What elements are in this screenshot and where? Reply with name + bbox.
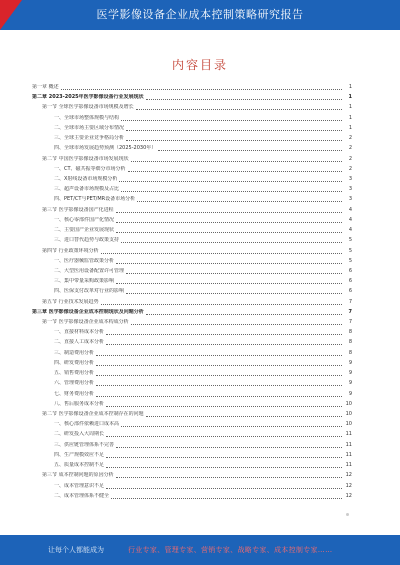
toc-entry-title: 二、成本管理体系不健全 bbox=[54, 492, 110, 499]
toc-entry-title: 第二章 2023-2025年医学影像设备行业发展现状 bbox=[32, 94, 144, 101]
toc-page-number: 7 bbox=[348, 308, 352, 315]
toc-page-number: 1 bbox=[348, 114, 352, 121]
toc-page-number: 11 bbox=[345, 451, 352, 458]
toc-page-number: 2 bbox=[348, 155, 352, 162]
toc-entry-title: 第四节 行业政策环境分析 bbox=[42, 247, 99, 254]
toc-page-number: 11 bbox=[345, 462, 352, 469]
table-of-contents bbox=[32, 84, 352, 500]
toc-page-number: 4 bbox=[348, 227, 352, 234]
toc-leader-dots bbox=[116, 222, 342, 223]
toc-leader-dots bbox=[146, 314, 342, 315]
toc-entry[interactable] bbox=[32, 135, 352, 142]
footer-slogan: 让每个人都能成为 bbox=[48, 546, 104, 554]
toc-entry-title: 三、制造费用分析 bbox=[54, 349, 95, 356]
toc-leader-dots bbox=[106, 488, 342, 489]
toc-leader-dots bbox=[131, 161, 342, 162]
toc-entry[interactable] bbox=[32, 431, 352, 438]
toc-page-number: 9 bbox=[348, 370, 352, 377]
toc-leader-dots bbox=[136, 109, 342, 110]
toc-entry[interactable] bbox=[32, 493, 352, 500]
toc-entry[interactable] bbox=[32, 84, 352, 91]
toc-leader-dots bbox=[116, 283, 342, 284]
toc-entry[interactable] bbox=[32, 248, 352, 255]
toc-entry-title: 四、PET/CT与PET/MR设备市场分析 bbox=[54, 196, 136, 203]
toc-entry-title: 四、全球市场发展趋势预测（2025-2030年） bbox=[54, 145, 157, 152]
toc-entry[interactable] bbox=[32, 462, 352, 469]
footer-bar bbox=[0, 535, 400, 565]
toc-page-number: 6 bbox=[348, 278, 352, 285]
toc-page-number: 3 bbox=[348, 186, 352, 193]
toc-entry-title: 二、主要国产企业发展现状 bbox=[54, 227, 115, 234]
toc-entry-title: 第一节 医学影像设备企业成本构成分析 bbox=[42, 319, 129, 326]
toc-entry-title: 三、全球主要企业竞争格局分析 bbox=[54, 135, 125, 142]
toc-entry-title: 二、直接人工成本分析 bbox=[54, 339, 105, 346]
toc-entry-title: 一、CT、磁共振等细分市场分析 bbox=[54, 165, 126, 172]
toc-entry[interactable] bbox=[32, 278, 352, 285]
toc-page-number: 1 bbox=[348, 124, 352, 131]
toc-page-number: 10 bbox=[345, 411, 352, 417]
toc-page-number: 1 bbox=[348, 104, 352, 111]
toc-entry-title: 三、集中带量采购政策影响 bbox=[54, 278, 115, 285]
toc-page-number: 4 bbox=[348, 206, 352, 213]
toc-leader-dots bbox=[126, 293, 342, 294]
footer-expert-list: 行业专家、管理专家、营销专家、战略专家、成本控制专家…… bbox=[128, 546, 333, 554]
toc-leader-dots bbox=[121, 426, 342, 427]
toc-leader-dots bbox=[116, 447, 342, 448]
toc-entry[interactable] bbox=[32, 145, 352, 152]
toc-entry-title: 第三章 医学影像设备企业成本控制现状及问题分析 bbox=[32, 308, 144, 315]
toc-entry-title: 第一章 概述 bbox=[32, 84, 59, 90]
toc-entry-title: 二、X射线设备市场规模分析 bbox=[54, 175, 118, 182]
toc-leader-dots bbox=[126, 140, 342, 141]
toc-entry-title: 二、大型医用设备配置许可管理 bbox=[54, 267, 125, 274]
toc-entry-title: 三、超声设备市场规模及占比 bbox=[54, 186, 120, 193]
toc-leader-dots bbox=[96, 355, 342, 356]
toc-entry[interactable] bbox=[32, 421, 352, 428]
toc-entry[interactable] bbox=[32, 207, 352, 214]
toc-entry-title: 四、生产规模效应不足 bbox=[54, 451, 105, 458]
toc-entry[interactable] bbox=[32, 319, 352, 326]
toc-leader-dots bbox=[146, 99, 342, 100]
toc-leader-dots bbox=[106, 467, 342, 468]
toc-entry-title: 四、医保支付改革对行业的影响 bbox=[54, 288, 125, 295]
toc-page-number: 12 bbox=[345, 492, 352, 499]
toc-entry-title: 三、供应链管理体系不完善 bbox=[54, 441, 115, 448]
toc-entry-title: 一、全球市场整体规模与结构 bbox=[54, 114, 120, 121]
toc-entry[interactable] bbox=[32, 452, 352, 459]
toc-page-number: 8 bbox=[348, 339, 352, 346]
toc-page-number: 6 bbox=[348, 267, 352, 274]
toc-entry-title: 一、核心零部件国产化情况 bbox=[54, 216, 115, 223]
toc-page-number: 8 bbox=[348, 349, 352, 356]
toc-entry[interactable] bbox=[32, 329, 352, 336]
toc-page-number: 6 bbox=[348, 288, 352, 295]
page-marker bbox=[346, 513, 349, 516]
toc-page-number: 4 bbox=[348, 216, 352, 223]
toc-entry[interactable] bbox=[32, 125, 352, 132]
toc-leader-dots bbox=[116, 477, 342, 478]
toc-entry[interactable] bbox=[32, 360, 352, 367]
toc-page-number: 1 bbox=[348, 94, 352, 101]
toc-leader-dots bbox=[131, 324, 342, 325]
toc-entry-title: 四、研发费用分析 bbox=[54, 359, 95, 366]
toc-page-number: 12 bbox=[345, 482, 352, 489]
toc-entry[interactable] bbox=[32, 370, 352, 377]
toc-entry[interactable] bbox=[32, 94, 352, 101]
toc-page-number: 7 bbox=[348, 319, 352, 326]
toc-entry[interactable] bbox=[32, 309, 352, 316]
toc-entry-title: 第三节 成本控制问题的原因分析 bbox=[42, 472, 114, 479]
toc-leader-dots bbox=[96, 365, 342, 366]
toc-entry[interactable] bbox=[32, 411, 352, 418]
toc-page-number: 11 bbox=[345, 431, 352, 438]
toc-entry-title: 一、直接材料成本分析 bbox=[54, 329, 105, 336]
toc-leader-dots bbox=[106, 457, 342, 458]
toc-entry-title: 二、全球市场主要区域分布情况 bbox=[54, 124, 125, 131]
toc-entry[interactable] bbox=[32, 472, 352, 479]
toc-leader-dots bbox=[128, 171, 342, 172]
toc-entry[interactable] bbox=[32, 227, 352, 234]
toc-leader-dots bbox=[126, 130, 342, 131]
toc-leader-dots bbox=[137, 201, 342, 202]
toc-leader-dots bbox=[61, 89, 342, 90]
toc-entry-title: 三、进口替代趋势与政策支持 bbox=[54, 237, 120, 244]
toc-entry[interactable] bbox=[32, 401, 352, 408]
toc-entry[interactable] bbox=[32, 166, 352, 173]
toc-leader-dots bbox=[146, 416, 342, 417]
toc-leader-dots bbox=[96, 375, 342, 376]
toc-entry-title: 第二节 中国医学影像设备市场发展现状 bbox=[42, 155, 129, 162]
toc-leader-dots bbox=[119, 181, 342, 182]
toc-entry-title: 一、成本管理意识不足 bbox=[54, 482, 105, 489]
toc-entry[interactable] bbox=[32, 380, 352, 387]
toc-entry[interactable] bbox=[32, 391, 352, 398]
toc-entry-title: 第五节 行业技术发展趋势 bbox=[42, 298, 99, 305]
toc-page-number: 5 bbox=[348, 237, 352, 244]
toc-entry[interactable] bbox=[32, 196, 352, 203]
toc-leader-dots bbox=[106, 344, 342, 345]
toc-leader-dots bbox=[116, 212, 342, 213]
toc-page-number: 9 bbox=[348, 380, 352, 387]
toc-page-number: 10 bbox=[345, 421, 352, 428]
toc-leader-dots bbox=[121, 120, 342, 121]
toc-page-number: 5 bbox=[348, 257, 352, 264]
toc-leader-dots bbox=[121, 242, 342, 243]
toc-entry[interactable] bbox=[32, 483, 352, 490]
toc-entry[interactable] bbox=[32, 288, 352, 295]
toc-entry-title: 一、核心部件依赖进口成本高 bbox=[54, 421, 120, 428]
toc-page-number: 7 bbox=[348, 298, 352, 305]
toc-page-number: 1 bbox=[348, 84, 352, 90]
toc-page-number: 3 bbox=[348, 196, 352, 203]
toc-leader-dots bbox=[101, 304, 342, 305]
toc-entry[interactable] bbox=[32, 258, 352, 265]
toc-leader-dots bbox=[121, 191, 342, 192]
toc-entry[interactable] bbox=[32, 237, 352, 244]
toc-page-number: 2 bbox=[348, 135, 352, 142]
toc-entry[interactable] bbox=[32, 104, 352, 111]
toc-leader-dots bbox=[111, 498, 342, 499]
toc-leader-dots bbox=[96, 396, 342, 397]
toc-entry-title: 五、质量成本控制不足 bbox=[54, 462, 105, 469]
toc-entry-title: 六、管理费用分析 bbox=[54, 380, 95, 387]
toc-entry[interactable] bbox=[32, 217, 352, 224]
toc-entry[interactable] bbox=[32, 442, 352, 449]
toc-entry[interactable] bbox=[32, 299, 352, 306]
toc-page-number: 9 bbox=[348, 359, 352, 366]
toc-entry-title: 五、销售费用分析 bbox=[54, 370, 95, 377]
toc-page-number: 11 bbox=[345, 441, 352, 448]
toc-leader-dots bbox=[116, 232, 342, 233]
toc-entry-title: 八、售后服务成本分析 bbox=[54, 400, 105, 407]
toc-entry-title: 一、医疗器械监管政策分析 bbox=[54, 257, 115, 264]
toc-entry[interactable] bbox=[32, 268, 352, 275]
toc-entry[interactable] bbox=[32, 115, 352, 122]
toc-entry-title: 第一节 全球医学影像设备市场规模及增长 bbox=[42, 104, 134, 111]
toc-entry-title: 第三节 医学影像设备国产化进程 bbox=[42, 206, 114, 213]
toc-page-number: 2 bbox=[348, 165, 352, 172]
toc-page-number: 8 bbox=[348, 329, 352, 336]
toc-leader-dots bbox=[158, 150, 342, 151]
toc-entry-title: 二、研发投入大周期长 bbox=[54, 431, 105, 438]
toc-entry-title: 七、财务费用分析 bbox=[54, 390, 95, 397]
toc-leader-dots bbox=[106, 334, 342, 335]
toc-page-number: 9 bbox=[348, 390, 352, 397]
toc-entry[interactable] bbox=[32, 339, 352, 346]
toc-leader-dots bbox=[126, 273, 342, 274]
toc-page-number: 3 bbox=[348, 175, 352, 182]
toc-leader-dots bbox=[106, 436, 342, 437]
report-title: 医学影像设备企业成本控制策略研究报告 bbox=[96, 8, 304, 21]
toc-leader-dots bbox=[106, 406, 342, 407]
toc-leader-dots bbox=[96, 385, 342, 386]
toc-heading: 内容目录 bbox=[171, 58, 228, 72]
toc-page-number: 10 bbox=[345, 400, 352, 407]
toc-leader-dots bbox=[101, 253, 342, 254]
toc-entry[interactable] bbox=[32, 350, 352, 357]
toc-entry[interactable] bbox=[32, 186, 352, 193]
toc-page-number: 2 bbox=[348, 145, 352, 152]
toc-leader-dots bbox=[116, 263, 342, 264]
toc-entry[interactable] bbox=[32, 156, 352, 163]
toc-page-number: 12 bbox=[345, 472, 352, 479]
toc-entry-title: 第二节 医学影像设备企业成本控制存在的问题 bbox=[42, 411, 144, 417]
toc-page-number: 5 bbox=[348, 247, 352, 254]
toc-entry[interactable] bbox=[32, 176, 352, 183]
